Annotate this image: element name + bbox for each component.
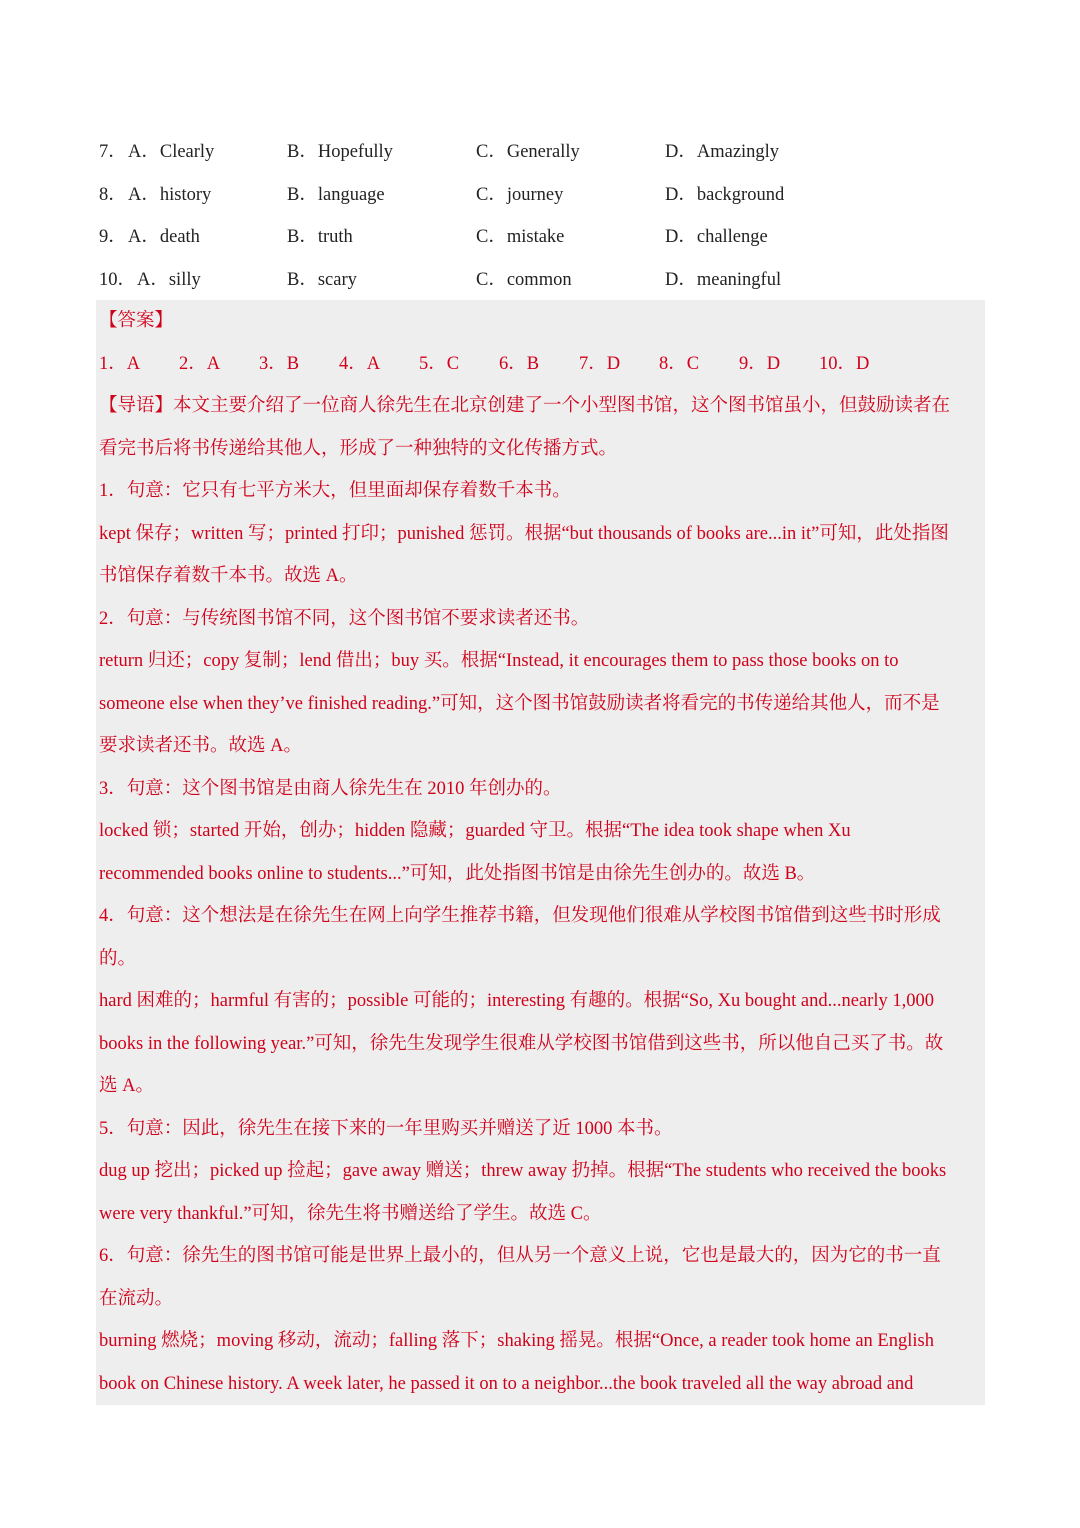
explanation-line: 看完书后将书传递给其他人，形成了一种独特的文化传播方式。 bbox=[99, 438, 618, 459]
option-c: C．mistake bbox=[476, 227, 565, 248]
explanation-line: 要求读者还书。故选 A。 bbox=[99, 736, 302, 756]
answer-key: 6．B bbox=[499, 353, 540, 374]
answer-key: 5．C bbox=[419, 353, 460, 374]
answer-key: 8．C bbox=[659, 353, 700, 374]
answer-heading: 【答案】 bbox=[99, 311, 174, 331]
answer-key-row bbox=[99, 343, 979, 386]
option-b: B．scary bbox=[287, 269, 357, 290]
answer-key: 2．A bbox=[179, 353, 221, 374]
explanation-line: 2．句意：与传统图书馆不同，这个图书馆不要求读者还书。 bbox=[99, 608, 590, 629]
answer-key: 3．B bbox=[259, 353, 300, 374]
explanation-line: return 归还；copy 复制；lend 借出；buy 买。根据“Instead, it encourages them to pass those books on to bbox=[99, 651, 899, 671]
option-d: D．meaningful bbox=[665, 269, 782, 290]
option-d: D．challenge bbox=[665, 227, 768, 248]
explanation-line: 【导语】本文主要介绍了一位商人徐先生在北京创建了一个小型图书馆，这个图书馆虽小，但鼓励读者在 bbox=[99, 396, 951, 416]
explanation-line: 在流动。 bbox=[99, 1288, 174, 1309]
answer-key: 10．D bbox=[819, 353, 870, 374]
option-a: A．history bbox=[128, 184, 212, 205]
option-d: D．Amazingly bbox=[665, 142, 780, 162]
option-row-7 bbox=[99, 131, 979, 174]
explanation-line: hard 困难的；harmful 有害的；possible 可能的；interesting 有趣的。根据“So, Xu bought and...nearly 1,000 bbox=[99, 991, 934, 1011]
option-a: A．death bbox=[128, 227, 200, 248]
explanation-line: kept 保存；written 写；printed 打印；punished 惩罚。根据“but thousands of books are...in it”可知，此处指图 bbox=[99, 523, 949, 544]
question-number: 9． bbox=[99, 227, 127, 248]
option-c: C．Generally bbox=[476, 142, 580, 162]
explanation-line: 1．句意：它只有七平方米大，但里面却保存着数千本书。 bbox=[99, 481, 571, 501]
explanation-line: 5．句意：因此，徐先生在接下来的一年里购买并赠送了近 1000 本书。 bbox=[99, 1118, 673, 1139]
explanation-line: someone else when they’ve finished reading.”可知，这个图书馆鼓励读者将看完的书传递给其他人，而不是 bbox=[99, 693, 940, 714]
explanation-line: 选 A。 bbox=[99, 1076, 154, 1096]
answer-section bbox=[99, 300, 979, 1405]
explanation-line: recommended books online to students...”可知，此处指图书馆是由徐先生创办的。故选 B。 bbox=[99, 863, 816, 884]
option-b: B．language bbox=[287, 184, 385, 205]
option-b: B．truth bbox=[287, 227, 353, 248]
question-number: 8． bbox=[99, 184, 127, 205]
explanation-line: 4．句意：这个想法是在徐先生在网上向学生推荐书籍，但发现他们很难从学校图书馆借到这些书时形成 bbox=[99, 906, 941, 926]
explanation-line: 3．句意：这个图书馆是由商人徐先生在 2010 年创办的。 bbox=[99, 778, 562, 799]
option-d: D．background bbox=[665, 184, 785, 205]
explanation-line: 书馆保存着数千本书。故选 A。 bbox=[99, 566, 358, 586]
question-number: 7． bbox=[99, 142, 127, 162]
option-a: A．Clearly bbox=[128, 142, 215, 162]
option-row-8 bbox=[99, 174, 979, 217]
option-row-10 bbox=[99, 259, 979, 302]
answer-key: 4．A bbox=[339, 353, 381, 374]
explanation-line: dug up 挖出；picked up 捡起；gave away 赠送；threw away 扔掉。根据“The students who received the books bbox=[99, 1161, 947, 1181]
explanation-line: 6．句意：徐先生的图书馆可能是世界上最小的，但从另一个意义上说，它也是最大的，因为它的书一直 bbox=[99, 1246, 941, 1266]
answer-key: 9．D bbox=[739, 353, 781, 374]
explanation-line: burning 燃烧；moving 移动，流动；falling 落下；shaking 摇晃。根据“Once, a reader took home an English bbox=[99, 1331, 934, 1351]
option-row-9 bbox=[99, 216, 979, 259]
option-c: C．journey bbox=[476, 184, 564, 205]
options-list bbox=[99, 131, 979, 301]
explanation-line: 的。 bbox=[99, 948, 137, 969]
answer-key: 7．D bbox=[579, 353, 621, 374]
option-b: B．Hopefully bbox=[287, 142, 393, 162]
explanation-line: book on Chinese history. A week later, he passed it on to a neighbor...the book traveled all the way abroad and bbox=[99, 1373, 914, 1394]
explanation-line: locked 锁；started 开始，创办；hidden 隐藏；guarded 守卫。根据“The idea took shape when Xu bbox=[99, 821, 851, 841]
answer-key: 1．A bbox=[99, 353, 141, 374]
explanation-line: books in the following year.”可知，徐先生发现学生很难从学校图书馆借到这些书，所以他自己买了书。故 bbox=[99, 1033, 944, 1054]
option-a: A．silly bbox=[137, 269, 201, 290]
option-c: C．common bbox=[476, 269, 572, 290]
question-number: 10． bbox=[99, 269, 137, 290]
explanation-line: were very thankful.”可知，徐先生将书赠送给了学生。故选 C。 bbox=[99, 1203, 602, 1224]
